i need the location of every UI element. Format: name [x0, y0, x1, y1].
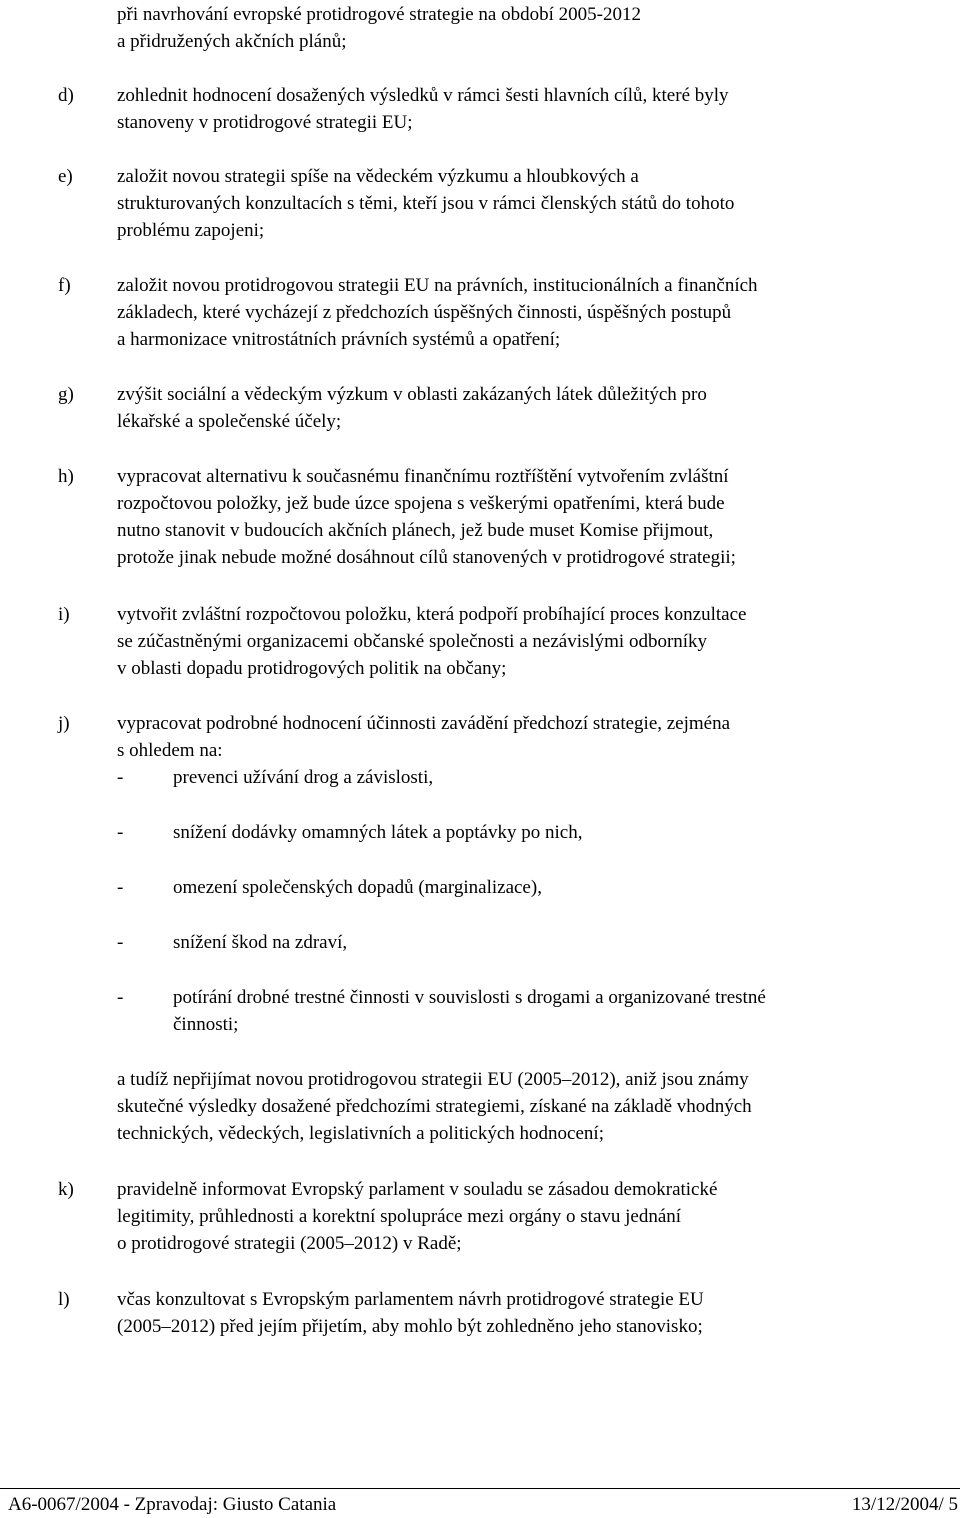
item-i-line: se zúčastněnými organizacemi občanské společnosti a nezávislými odborníky — [117, 631, 708, 652]
item-marker-e: e) — [58, 166, 73, 187]
bullet-dash: - — [117, 877, 124, 898]
item-marker-g: g) — [58, 384, 74, 405]
item-k-line: o protidrogové strategii (2005–2012) v Radě; — [117, 1233, 462, 1254]
item-marker-f: f) — [58, 275, 71, 296]
item-k-line: pravidelně informovat Evropský parlament v souladu se zásadou demokratické — [117, 1179, 718, 1200]
item-e-line: problému zapojeni; — [117, 220, 265, 241]
bullet-text: potírání drobné trestné činnosti v souvislosti s drogami a organizované trestné — [173, 987, 766, 1008]
item-d-line: zohlednit hodnocení dosažených výsledků v rámci šesti hlavních cílů, které byly — [117, 85, 729, 106]
item-f-line: základech, které vycházejí z předchozích úspěšných činnosti, úspěšných postupů — [117, 302, 732, 323]
item-f-line: založit novou protidrogovou strategii EU na právních, institucionálních a finančních — [117, 275, 758, 296]
footer-date-page: 13/12/2004/ 5 — [851, 1494, 958, 1515]
item-j-conclusion: skutečné výsledky dosažené předchozími strategiemi, získané na základě vhodných — [117, 1096, 752, 1117]
item-k-line: legitimity, průhlednosti a korektní spolupráce mezi orgány o stavu jednání — [117, 1206, 682, 1227]
item-marker-l: l) — [58, 1289, 70, 1310]
item-l-line: (2005–2012) před jejím přijetím, aby mohlo být zohledněno jeho stanovisko; — [117, 1316, 703, 1337]
bullet-text: činnosti; — [173, 1014, 239, 1035]
item-f-line: a harmonizace vnitrostátních právních systémů a opatření; — [117, 329, 561, 350]
item-marker-j: j) — [58, 713, 70, 734]
bullet-dash: - — [117, 822, 124, 843]
item-marker-h: h) — [58, 466, 74, 487]
item-e-line: založit novou strategii spíše na vědeckém výzkumu a hloubkových a — [117, 166, 639, 187]
item-d-line: stanoveny v protidrogové strategii EU; — [117, 112, 413, 133]
item-g-line: zvýšit sociální a vědeckým výzkum v oblasti zakázaných látek důležitých pro — [117, 384, 707, 405]
item-marker-d: d) — [58, 85, 74, 106]
item-i-line: vytvořit zvláštní rozpočtovou položku, která podpoří probíhající proces konzultace — [117, 604, 747, 625]
bullet-dash: - — [117, 987, 124, 1008]
item-h-line: protože jinak nebude možné dosáhnout cílů stanovených v protidrogové strategii; — [117, 547, 736, 568]
item-i-line: v oblasti dopadu protidrogových politik na občany; — [117, 658, 507, 679]
bullet-text: prevenci užívání drog a závislosti, — [173, 767, 434, 788]
item-l-line: včas konzultovat s Evropským parlamentem návrh protidrogové strategie EU — [117, 1289, 704, 1310]
item-h-line: vypracovat alternativu k současnému finančnímu roztříštění vytvořením zvláštní — [117, 466, 729, 487]
item-j-line: s ohledem na: — [117, 740, 223, 761]
bullet-text: snížení škod na zdraví, — [173, 932, 348, 953]
footer-document-reference: A6-0067/2004 - Zpravodaj: Giusto Catania — [8, 1494, 337, 1515]
item-j-conclusion: technických, vědeckých, legislativních a politických hodnocení; — [117, 1123, 604, 1144]
intro-line: a přidružených akčních plánů; — [117, 31, 347, 52]
bullet-dash: - — [117, 932, 124, 953]
item-h-line: rozpočtovou položky, jež bude úzce spojena s veškerými opatřeními, která bude — [117, 493, 725, 514]
bullet-text: snížení dodávky omamných látek a poptávky po nich, — [173, 822, 583, 843]
item-marker-i: i) — [58, 604, 70, 625]
item-h-line: nutno stanovit v budoucích akčních plánech, jež bude muset Komise přijmout, — [117, 520, 714, 541]
bullet-dash: - — [117, 767, 124, 788]
item-j-line: vypracovat podrobné hodnocení účinnosti zavádění předchozí strategie, zejména — [117, 713, 731, 734]
bullet-text: omezení společenských dopadů (marginalizace), — [173, 877, 542, 898]
item-j-conclusion: a tudíž nepřijímat novou protidrogovou strategii EU (2005–2012), aniž jsou známy — [117, 1069, 749, 1090]
intro-line: při navrhování evropské protidrogové strategie na období 2005-2012 — [117, 4, 641, 25]
item-marker-k: k) — [58, 1179, 74, 1200]
footer-divider — [0, 1488, 960, 1489]
item-e-line: strukturovaných konzultacích s těmi, kteří jsou v rámci členských států do tohoto — [117, 193, 735, 214]
item-g-line: lékařské a společenské účely; — [117, 411, 342, 432]
